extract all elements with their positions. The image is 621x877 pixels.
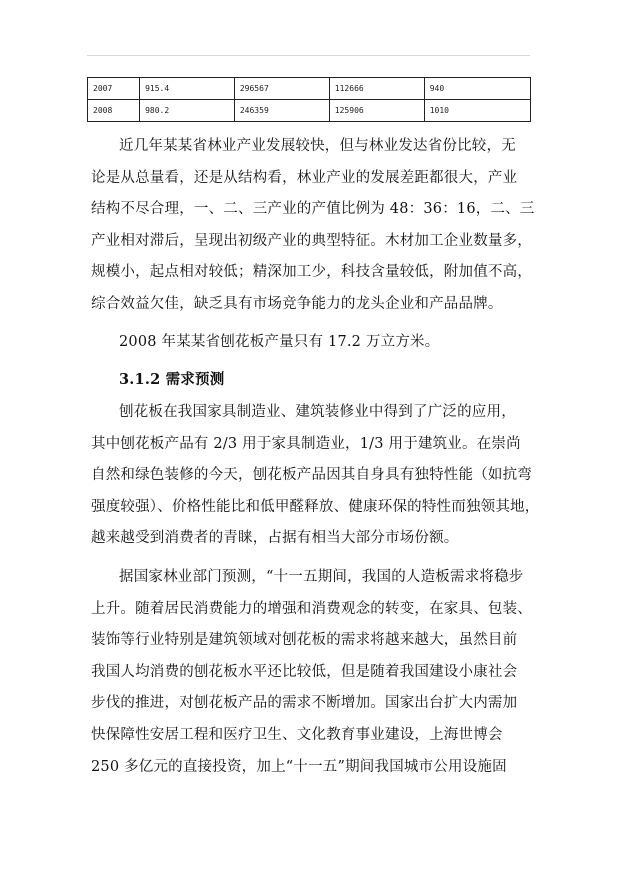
table-cell: 296567: [234, 78, 329, 100]
header-rule: [87, 55, 530, 56]
table-cell-year: 2007: [88, 78, 140, 100]
table-cell: 1010: [424, 100, 530, 122]
text-line: 装饰等行业特别是建筑领域对刨花板的需求将越来越大，虽然目前: [91, 632, 518, 649]
text-line: 近几年某某省林业产业发展较快，但与林业发达省份比较，无: [119, 138, 516, 154]
table-cell: 246359: [234, 100, 329, 122]
data-table: [87, 77, 531, 122]
text-line: 据国家林业部门预测，“十一五期间，我国的人造板需求将稳步: [119, 569, 524, 585]
text-line: 产业相对滞后，呈现出初级产业的典型特征。木材加工企业数量多，: [91, 232, 532, 249]
table-cell: 915.4: [140, 78, 235, 100]
text-line: 强度较强）、价格性能比和低甲醛释放、健康环保的特性而独领其地，: [91, 498, 540, 515]
text-line: 规模小，起点相对较低；精深加工少，科技含量较低，附加值不高，: [91, 264, 532, 281]
text-line: 快保障性安居工程和医疗卫生、文化教育事业建设，上海世博会: [91, 726, 503, 743]
section-title: 3.1.2 需求预测: [119, 371, 225, 388]
text-line: 自然和绿色装修的今天，刨花板产品因其自身具有独特性能（如抗弯: [91, 467, 532, 484]
text-line: 刨花板在我国家具制造业、建筑装修业中得到了广泛的应用，: [119, 404, 516, 420]
text-line: 250 多亿元的直接投资，加上“十一五”期间我国城市公用设施固: [91, 758, 507, 775]
text-line: 结构不尽合理，一、二、三产业的产值比例为 48：36：16，二、三: [91, 201, 535, 218]
section-heading: [91, 364, 531, 396]
paragraph-industry-status: [91, 131, 535, 321]
text-line: 上升。随着居民消费能力的增强和消费观念的转变，在家具、包装、: [91, 600, 532, 617]
table-row: [88, 78, 531, 100]
text-line: 其中刨花板产品有 2/3 用于家具制造业，1/3 用于建筑业。在崇尚: [91, 435, 521, 452]
table-cell: 980.2: [140, 100, 235, 122]
paragraph-production: [91, 327, 531, 359]
text-line: 越来越受到消费者的青睐，占据有相当大部分市场份额。: [91, 530, 459, 547]
table-cell: 125906: [329, 100, 424, 122]
text-line: 步伐的推进，对刨花板产品的需求不断增加。国家出台扩大内需加: [91, 695, 518, 712]
text-line: 我国人均消费的刨花板水平还比较低，但是随着我国建设小康社会: [91, 663, 518, 680]
text-line: 论是从总量看，还是从结构看，林业产业的发展差距都很大，产业: [91, 169, 518, 186]
paragraph-applications: [91, 397, 540, 555]
table-cell: 940: [424, 78, 530, 100]
table-cell-year: 2008: [88, 100, 140, 122]
text-line: 综合效益欠佳，缺乏具有市场竞争能力的龙头企业和产品品牌。: [91, 295, 503, 312]
table-row: [88, 100, 531, 122]
table-cell: 112666: [329, 78, 424, 100]
text-line: 2008 年某某省刨花板产量只有 17.2 万立方米。: [119, 334, 440, 350]
paragraph-demand-forecast: [91, 562, 531, 783]
